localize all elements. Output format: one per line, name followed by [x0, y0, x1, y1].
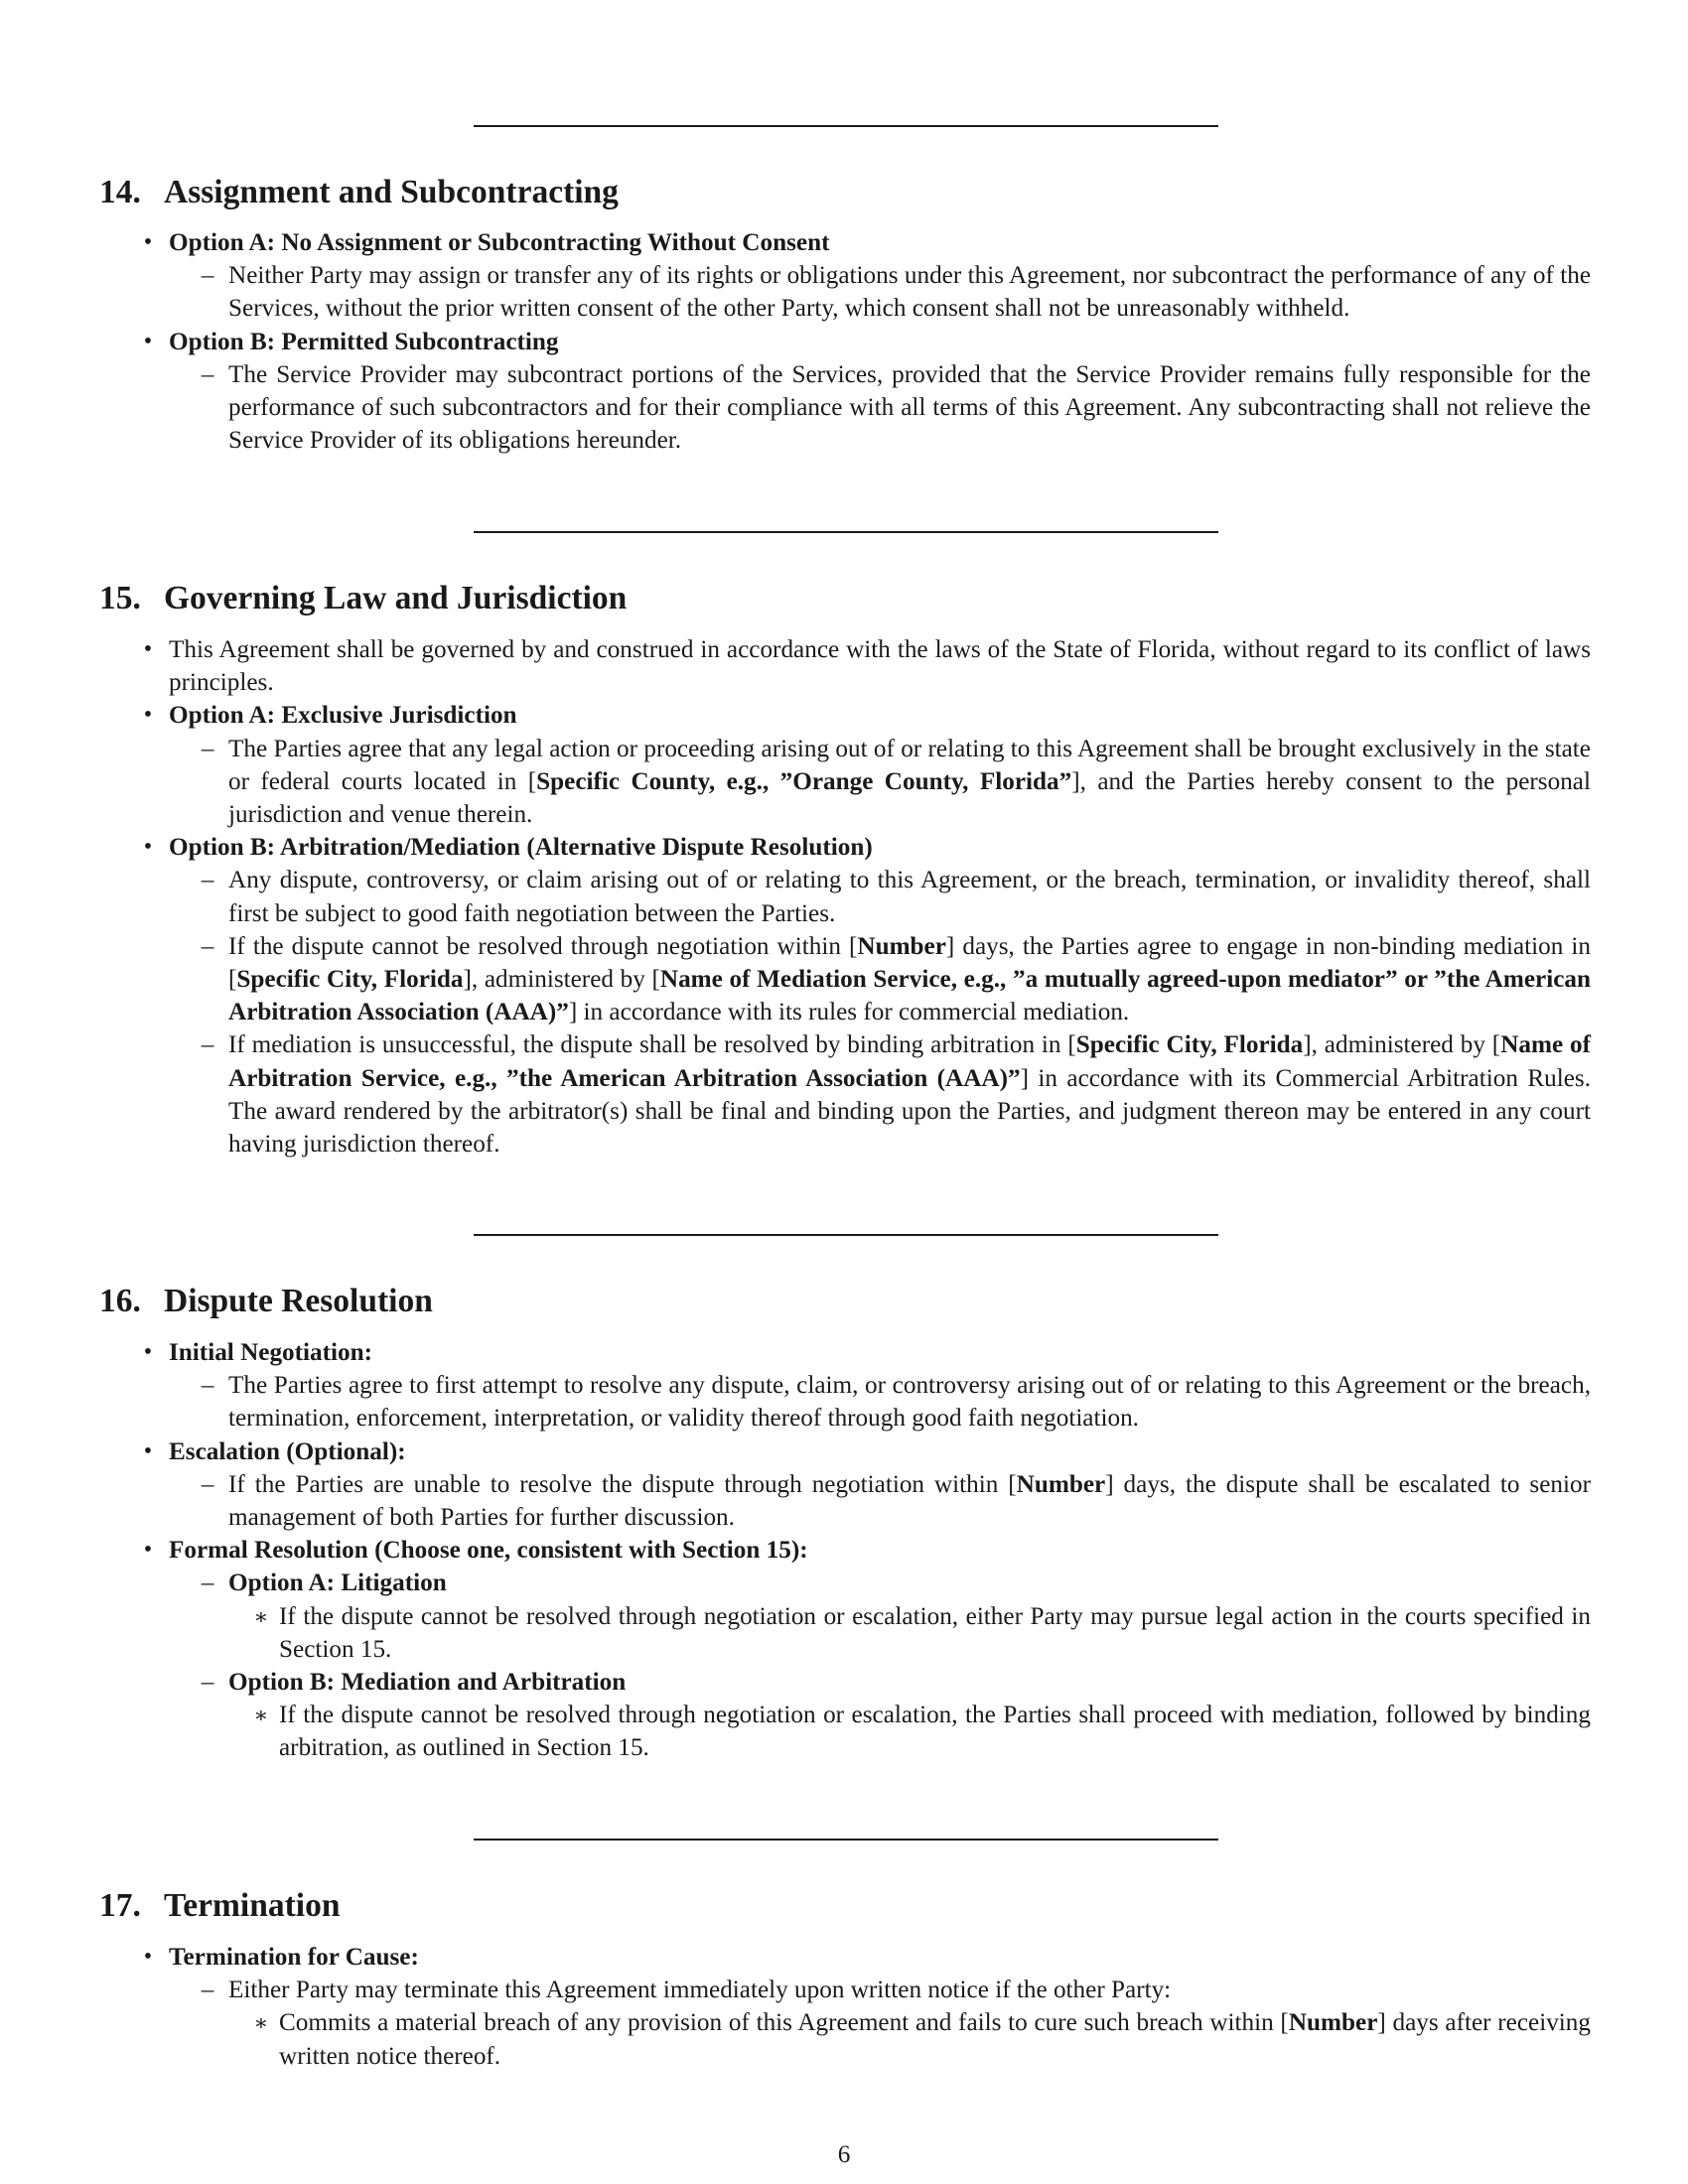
section-divider	[474, 125, 1218, 127]
list-item	[143, 1435, 1591, 1468]
list-item	[143, 1941, 1591, 1974]
section-title: Termination	[164, 1887, 341, 1924]
section-16-heading	[99, 1282, 433, 1321]
section-number: 17.	[99, 1887, 141, 1924]
option-heading: Termination for Cause:	[169, 1944, 419, 1971]
list-item	[143, 699, 1591, 732]
option-heading: Option A: No Assignment or Subcontracting Without Consent	[169, 229, 830, 256]
clause-text: ] days, the Parties agree to engage in non-binding mediation in [	[228, 932, 1591, 994]
option-heading: Option A: Litigation	[228, 1570, 447, 1597]
list-item	[143, 326, 1591, 358]
list-item	[143, 226, 1591, 259]
placeholder-field: Name of Mediation Service, e.g., ”a mutually agreed-upon mediator” or ”the American Arbitration Association (AAA)”	[228, 966, 1591, 1026]
section-title: Dispute Resolution	[164, 1283, 433, 1319]
section-15-heading	[99, 579, 627, 618]
option-heading: Formal Resolution (Choose one, consistent with Section 15):	[169, 1537, 808, 1565]
section-number: 14.	[99, 174, 141, 210]
list-item	[201, 1468, 1591, 1534]
bullet-marker: •	[143, 328, 153, 354]
placeholder-field: Number	[857, 932, 946, 960]
bullet-marker: •	[143, 834, 153, 861]
dash-marker: –	[201, 1470, 214, 1498]
clause-text: ], and the Parties hereby consent to the personal jurisdiction and venue therein.	[228, 767, 1591, 829]
list-item	[253, 1699, 1591, 1764]
clause-text: Neither Party may assign or transfer any of its rights or obligations under this Agreement, nor subcontract the performance of any of the Services, without the prior written consent of the other Party, which consent shall not be unreasonably withheld.	[228, 262, 1591, 323]
list-item	[201, 1369, 1591, 1434]
clause-text: If mediation is unsuccessful, the dispute shall be resolved by binding arbitration in [	[228, 1031, 1076, 1059]
page-number: 6	[837, 2141, 851, 2168]
dash-marker: –	[201, 1372, 214, 1400]
section-title: Assignment and Subcontracting	[164, 174, 619, 210]
clause-text: ] in accordance with its Commercial Arbitration Rules. The award rendered by the arbitrator(s) shall be final and binding upon the Parties, and judgment thereon may be entered in any court having jurisdiction thereof.	[228, 1064, 1591, 1159]
dash-marker: –	[201, 1031, 214, 1059]
option-heading: Option B: Permitted Subcontracting	[169, 328, 559, 355]
placeholder-field: Name of Arbitration Service, e.g., ”the American Arbitration Association (AAA)”	[228, 1031, 1591, 1092]
dash-marker: –	[201, 932, 214, 960]
list-item	[201, 930, 1591, 1029]
placeholder-field: Number	[1288, 2009, 1378, 2037]
section-title: Governing Law and Jurisdiction	[164, 580, 628, 616]
clause-text: ] in accordance with its rules for commercial mediation.	[568, 999, 1130, 1026]
bullet-marker: •	[143, 1437, 153, 1464]
bullet-marker: •	[143, 1944, 153, 1970]
clause-text: If the dispute cannot be resolved through negotiation or escalation, either Party may pursue legal action in the courts specified in Section 15.	[279, 1602, 1591, 1663]
dash-marker: –	[201, 1570, 214, 1597]
clause-text: Any dispute, controversy, or claim arising out of or relating to this Agreement, or the breach, termination, or invalidity thereof, shall first be subject to good faith negotiation between the Parties.	[228, 867, 1591, 927]
bullet-marker: •	[143, 702, 153, 729]
option-heading: Escalation (Optional):	[169, 1437, 406, 1465]
option-heading: Initial Negotiation:	[169, 1339, 372, 1366]
list-item	[201, 1028, 1591, 1160]
section-15-list	[0, 633, 1688, 1160]
placeholder-field: Specific County, e.g., ”Orange County, Florida”	[536, 767, 1072, 795]
clause-text: The Parties agree to first attempt to resolve any dispute, claim, or controversy arising out of or relating to this Agreement or the breach, termination, enforcement, interpretation, or validity thereof through good faith negotiation.	[228, 1372, 1591, 1433]
clause-text: If the dispute cannot be resolved through negotiation within [	[228, 932, 858, 960]
section-divider	[474, 1234, 1218, 1236]
asterisk-marker: ∗	[253, 2010, 269, 2036]
placeholder-field: Number	[1016, 1470, 1106, 1498]
placeholder-field: Specific City, Florida	[236, 966, 464, 994]
clause-text: ] days, the dispute shall be escalated to senior management of both Parties for further discussion.	[228, 1470, 1591, 1532]
clause-text: If the Parties are unable to resolve the dispute through negotiation within [	[228, 1470, 1017, 1498]
section-17-list	[0, 1941, 1688, 2073]
list-item	[201, 259, 1591, 325]
clause-text: ], administered by [	[1303, 1031, 1501, 1059]
list-item	[253, 2006, 1591, 2072]
section-17-heading	[99, 1886, 340, 1926]
clause-text: Either Party may terminate this Agreement immediately upon written notice if the other Party:	[228, 1977, 1172, 2004]
option-heading: Option B: Mediation and Arbitration	[228, 1669, 627, 1697]
clause-text: The Parties agree that any legal action or proceeding arising out of or relating to this Agreement shall be brought exclusively in the state or federal courts located in [	[228, 735, 1591, 795]
dash-marker: –	[201, 360, 214, 388]
bullet-marker: •	[143, 1537, 153, 1564]
list-item	[201, 358, 1591, 458]
section-number: 15.	[99, 580, 141, 616]
list-item	[201, 1974, 1591, 2006]
placeholder-field: Specific City, Florida	[1075, 1031, 1304, 1059]
bullet-marker: •	[143, 636, 153, 662]
dash-marker: –	[201, 867, 214, 894]
list-item	[143, 1336, 1591, 1369]
clause-text: ], administered by [	[463, 966, 660, 994]
list-item	[143, 633, 1591, 699]
dash-marker: –	[201, 1669, 214, 1697]
list-item	[143, 1534, 1591, 1567]
list-item	[143, 831, 1591, 864]
list-item	[201, 1567, 1591, 1599]
section-number: 16.	[99, 1283, 141, 1319]
section-14-heading	[99, 173, 619, 212]
asterisk-marker: ∗	[253, 1703, 269, 1728]
option-heading: Option A: Exclusive Jurisdiction	[169, 702, 517, 730]
option-heading: Option B: Arbitration/Mediation (Alternative Dispute Resolution)	[169, 834, 873, 862]
list-item	[253, 1600, 1591, 1666]
list-item	[201, 733, 1591, 832]
section-14-list	[0, 226, 1688, 457]
asterisk-marker: ∗	[253, 1603, 269, 1629]
list-item	[201, 864, 1591, 929]
clause-text: If the dispute cannot be resolved through negotiation or escalation, the Parties shall proceed with mediation, followed by binding arbitration, as outlined in Section 15.	[279, 1702, 1591, 1762]
section-divider	[474, 1839, 1218, 1841]
clause-text: The Service Provider may subcontract portions of the Services, provided that the Service Provider remains fully responsible for the performance of such subcontractors and for their compliance with all terms of this Agreement. Any subcontracting shall not relieve the Service Provider of its obligations hereunder.	[228, 360, 1591, 455]
dash-marker: –	[201, 262, 214, 290]
section-divider	[474, 531, 1218, 533]
list-item	[201, 1666, 1591, 1699]
clause-text: ] days after receiving written notice thereof.	[279, 2009, 1591, 2070]
dash-marker: –	[201, 1977, 214, 2004]
section-16-list	[0, 1336, 1688, 1765]
clause-text: Commits a material breach of any provision of this Agreement and fails to cure such breach within [	[279, 2009, 1289, 2037]
clause-text: This Agreement shall be governed by and construed in accordance with the laws of the State of Florida, without regard to its conflict of laws principles.	[169, 636, 1591, 697]
dash-marker: –	[201, 735, 214, 762]
bullet-marker: •	[143, 229, 153, 255]
bullet-marker: •	[143, 1339, 153, 1365]
